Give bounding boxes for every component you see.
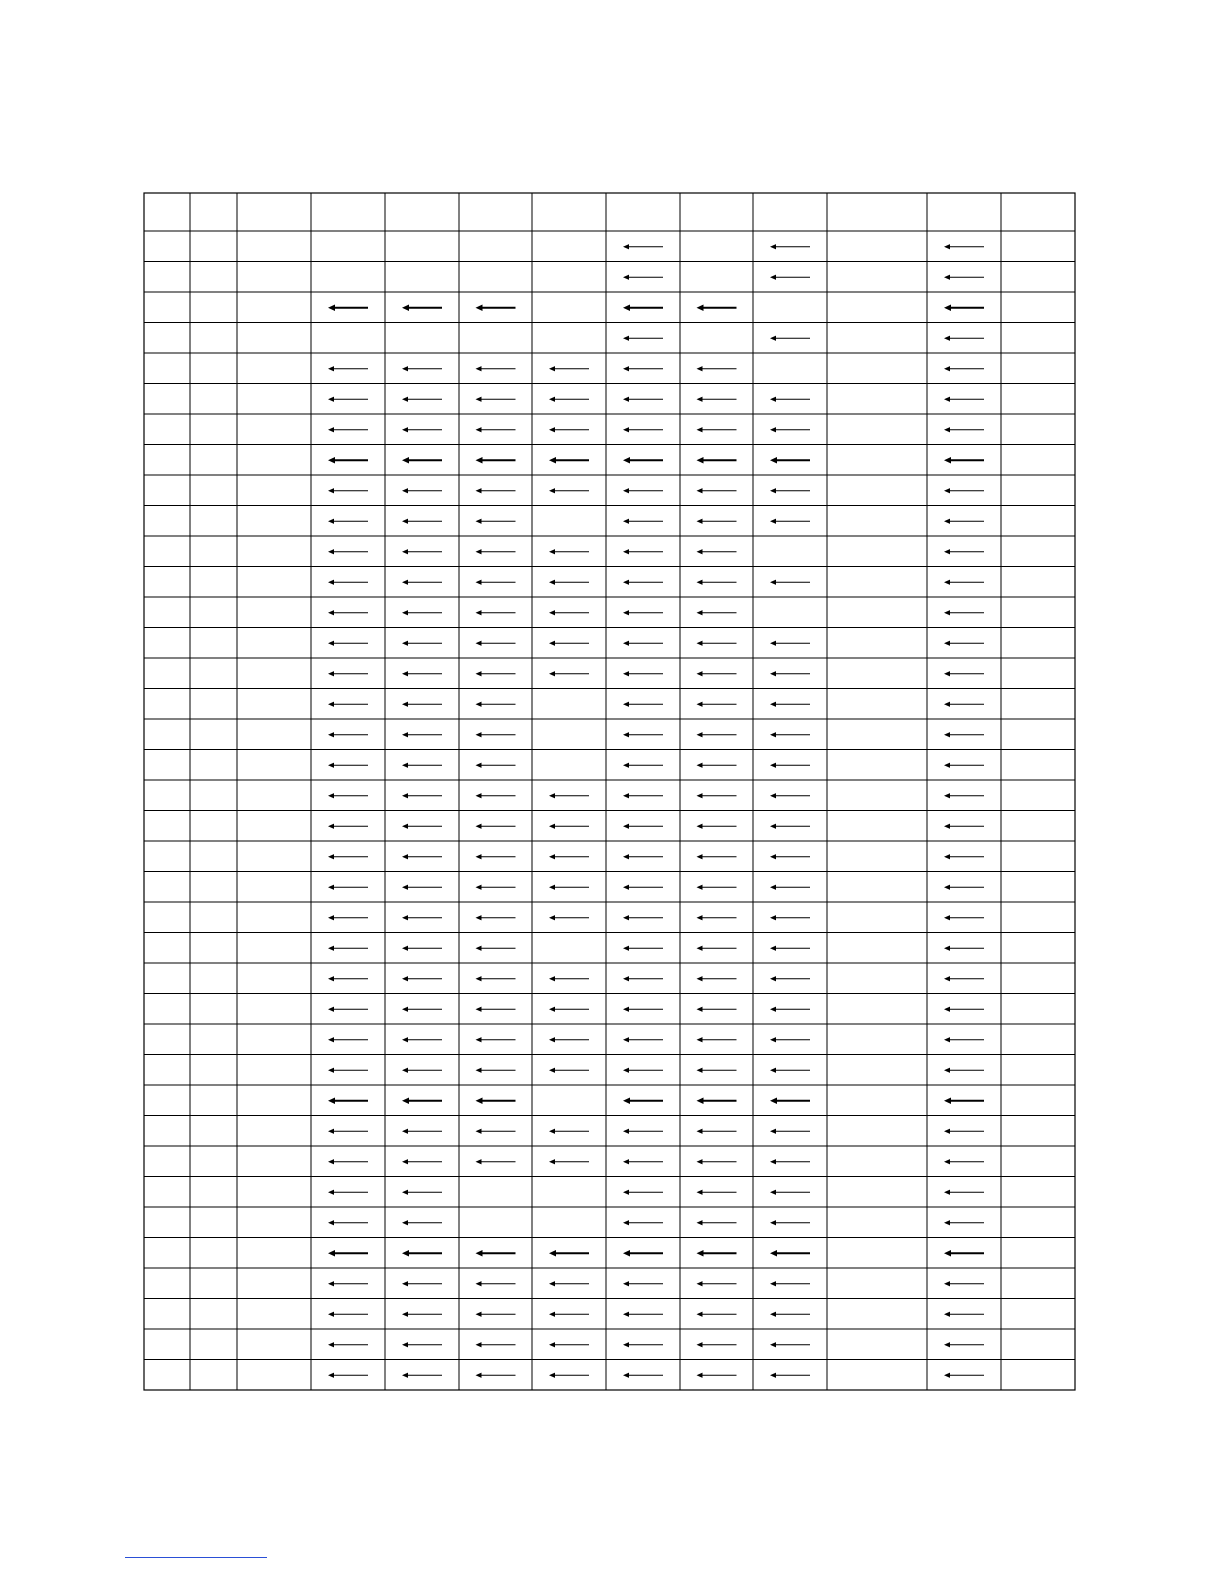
footnote-separator: [125, 1557, 267, 1558]
table-background: [144, 193, 1075, 1390]
